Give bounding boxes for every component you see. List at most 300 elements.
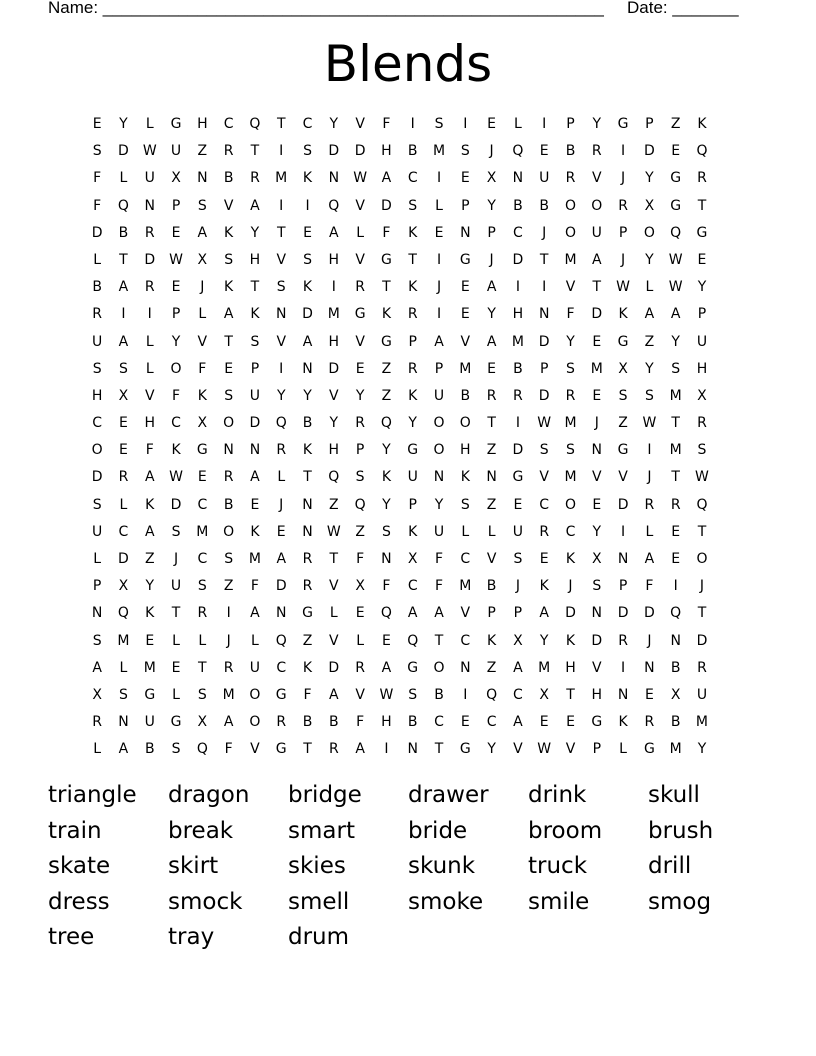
grid-letter: N [302,360,313,377]
grid-letter: M [459,578,472,595]
grid-letter: A [407,605,418,622]
grid-letter: B [302,415,313,432]
grid-letter: Q [275,632,287,649]
grid-letter: J [226,632,231,649]
grid-letter: T [697,197,707,214]
grid-letter: E [460,306,470,323]
word-bank-item: tray [168,924,215,951]
grid-letter: F [382,578,391,595]
grid-letter: K [224,279,234,296]
grid-letter: V [355,116,365,132]
grid-letter: B [486,578,497,595]
grid-letter: A [644,306,655,323]
grid-letter: S [460,496,470,513]
grid-letter: H [512,306,524,323]
grid-letter: Q [407,632,419,649]
grid-letter: N [302,496,313,513]
grid-letter: T [697,605,707,622]
word-bank-item: dress [48,888,110,915]
grid-letter: S [92,360,102,377]
grid-letter: H [591,686,603,703]
grid-letter: D [118,551,129,567]
grid-letter: P [645,116,654,132]
grid-letter: I [621,523,626,540]
grid-letter: F [93,197,102,214]
word-bank-item: smog [648,888,712,915]
grid-letter: C [434,714,444,731]
grid-letter: L [145,116,154,132]
word-bank-item: broom [528,817,603,844]
grid-letter: I [121,306,126,323]
grid-letter: Q [117,197,129,214]
grid-letter: R [276,442,287,459]
word-bank-item: drink [528,782,587,808]
grid-letter: N [275,605,287,622]
grid-letter: E [381,632,391,649]
grid-letter: G [459,741,471,758]
grid-letter: Y [250,224,260,241]
grid-letter: K [197,387,207,404]
grid-letter: Z [486,442,497,459]
grid-letter: M [222,686,235,703]
grid-letter: A [118,741,129,758]
grid-letter: C [118,523,129,540]
grid-letter: Y [645,251,654,268]
grid-letter: R [92,714,103,731]
grid-letter: Z [223,578,234,595]
word-bank-item: smart [288,817,355,844]
grid-letter: I [436,251,442,268]
grid-letter: N [512,170,524,187]
grid-letter: D [144,251,156,268]
grid-letter: W [326,523,341,540]
grid-letter: S [513,551,523,567]
grid-letter: T [592,279,602,296]
grid-letter: X [197,714,208,731]
grid-letter: N [538,306,550,323]
word-bank-item: skirt [168,853,219,880]
grid-letter: I [436,170,442,187]
grid-letter: A [381,659,392,676]
grid-letter: T [566,686,575,703]
grid-letter: A [513,659,523,676]
grid-letter: D [538,387,550,404]
grid-letter: F [434,551,444,567]
grid-letter: A [250,469,260,486]
grid-letter: D [617,605,629,622]
grid-letter: U [591,224,602,241]
grid-letter: E [276,523,286,540]
grid-letter: L [356,632,365,649]
grid-letter: G [170,714,182,731]
grid-letter: W [668,251,683,268]
grid-letter: S [171,741,181,758]
grid-letter: S [224,387,234,404]
grid-letter: A [644,551,655,567]
grid-letter: U [92,523,103,540]
grid-letter: R [92,306,103,323]
letter-grid [84,114,715,767]
grid-letter: G [380,333,392,350]
grid-letter: G [170,116,182,132]
grid-letter: K [408,224,418,241]
grid-letter: H [460,442,471,459]
grid-letter: I [410,116,415,132]
grid-letter: K [618,306,628,323]
grid-letter: Q [696,496,708,513]
word-bank-item: truck [528,853,588,880]
grid-letter: Y [434,496,444,513]
grid-letter: G [512,469,524,486]
grid-letter: T [303,469,312,486]
grid-letter: S [671,360,681,377]
grid-letter: L [145,333,154,350]
grid-letter: N [118,714,129,731]
grid-letter: L [119,659,128,676]
grid-letter: K [302,170,313,187]
grid-letter: Y [487,197,496,214]
grid-letter: I [515,279,520,296]
grid-letter: A [486,279,497,296]
grid-letter: Z [144,551,155,567]
grid-letter: B [118,224,129,241]
grid-letter: J [647,632,652,649]
grid-letter: R [144,224,155,241]
grid-letter: V [329,578,339,595]
grid-letter: X [644,197,655,214]
grid-letter: S [644,387,654,404]
grid-letter: N [302,523,313,540]
grid-letter: V [460,605,471,622]
grid-letter: K [171,442,181,459]
grid-letter: L [145,360,154,377]
grid-letter: F [224,741,233,758]
grid-letter: D [275,578,287,595]
grid-letter: K [381,469,391,486]
grid-letter: D [512,251,524,268]
grid-letter: O [91,442,103,459]
grid-letter: A [329,686,339,703]
grid-letter: S [92,632,102,649]
word-bank-item: skull [648,782,700,808]
grid-letter: N [275,306,287,323]
grid-letter: K [565,632,576,649]
grid-letter: V [539,469,549,486]
grid-letter: C [197,496,208,513]
grid-letter: C [276,659,287,676]
grid-letter: A [355,741,365,758]
grid-letter: L [119,170,128,187]
grid-letter: R [407,360,418,377]
grid-letter: R [118,469,129,486]
grid-letter: A [144,469,155,486]
grid-letter: I [279,197,284,214]
grid-letter: G [407,442,419,459]
grid-letter: F [645,578,654,595]
grid-letter: P [408,496,417,513]
grid-letter: G [696,224,708,241]
grid-letter: U [249,659,261,676]
word-bank-item: drill [648,853,692,880]
grid-letter: X [197,251,208,268]
grid-letter: D [328,360,340,377]
grid-letter: Y [487,741,496,758]
grid-letter: M [669,442,682,459]
grid-letter: B [223,170,234,187]
grid-letter: K [565,551,576,567]
grid-letter: H [565,659,576,676]
grid-letter: O [249,686,261,703]
grid-letter: G [275,741,287,758]
grid-letter: Q [696,143,708,160]
grid-letter: D [591,306,603,323]
grid-letter: R [644,714,655,731]
word-bank-item: drawer [408,782,489,808]
grid-letter: B [92,279,102,296]
grid-letter: K [408,279,418,296]
grid-letter: O [223,415,235,432]
grid-letter: Z [355,523,365,540]
grid-letter: R [644,496,655,513]
grid-letter: K [697,116,707,132]
grid-letter: B [565,143,576,160]
grid-letter: U [170,143,182,160]
grid-letter: I [647,442,652,459]
grid-letter: Q [380,415,392,432]
grid-letter: S [408,197,418,214]
grid-letter: C [460,632,471,649]
grid-letter: Y [329,116,339,132]
grid-letter: T [171,605,181,622]
grid-letter: L [93,251,102,268]
grid-letter: U [144,714,155,731]
grid-letter: H [144,415,155,432]
grid-letter: E [145,632,155,649]
word-bank-item: bride [408,817,468,844]
grid-letter: R [670,496,681,513]
grid-letter: X [197,415,208,432]
grid-letter: W [353,170,368,187]
grid-letter: H [381,143,392,160]
grid-letter: C [513,224,523,241]
grid-letter: N [381,551,392,567]
grid-letter: E [592,333,602,350]
grid-letter: R [565,170,576,187]
grid-letter: R [250,170,260,187]
grid-letter: E [224,360,234,377]
grid-letter: Q [328,197,340,214]
grid-letter: Y [382,496,391,513]
grid-letter: A [381,170,392,187]
grid-letter: S [592,578,602,595]
grid-letter: M [564,251,577,268]
grid-letter: M [327,306,340,323]
grid-letter: S [460,143,470,160]
grid-letter: E [171,224,181,241]
grid-letter: K [408,387,418,404]
grid-letter: E [592,496,602,513]
grid-letter: J [699,578,705,595]
grid-letter: H [328,442,340,459]
grid-letter: M [590,360,603,377]
grid-letter: Y [592,116,602,132]
grid-letter: Z [486,496,497,513]
grid-letter: Y [487,306,496,323]
grid-letter: Y [329,415,339,432]
grid-letter: E [197,469,207,486]
grid-letter: N [328,170,340,187]
grid-letter: K [618,714,628,731]
grid-letter: T [408,251,417,268]
grid-letter: F [566,306,575,323]
grid-letter: Y [303,387,312,404]
grid-letter: S [197,686,207,703]
grid-letter: Y [355,387,365,404]
grid-letter: R [539,523,550,540]
grid-letter: L [93,741,102,758]
grid-letter: U [92,333,103,350]
grid-letter: V [144,387,155,404]
grid-letter: P [250,360,260,377]
grid-letter: G [275,686,287,703]
grid-letter: B [513,360,523,377]
grid-letter: G [617,116,629,132]
grid-letter: P [171,306,181,323]
grid-letter: R [591,143,602,160]
grid-letter: P [566,116,575,132]
grid-letter: P [618,224,628,241]
grid-letter: E [671,143,681,160]
grid-letter: D [696,632,708,649]
grid-letter: C [92,415,103,432]
grid-letter: Z [329,496,339,513]
grid-letter: M [143,659,156,676]
grid-letter: F [198,360,207,377]
grid-letter: N [617,686,629,703]
grid-letter: E [644,686,654,703]
grid-letter: R [302,578,313,595]
grid-letter: S [303,251,312,268]
grid-letter: A [276,551,287,567]
word-bank-item: skunk [408,853,476,880]
word-bank-item: smoke [408,888,484,915]
grid-letter: O [591,197,603,214]
word-bank-item: drum [288,924,350,951]
grid-letter: E [355,360,365,377]
grid-letter: E [119,442,128,459]
grid-letter: V [276,333,287,350]
grid-letter: W [142,143,157,160]
grid-letter: Y [645,170,654,187]
grid-letter: V [513,741,523,758]
grid-letter: X [486,170,497,187]
grid-letter: P [461,197,470,214]
grid-letter: H [696,360,708,377]
grid-letter: G [670,197,682,214]
grid-letter: G [144,686,156,703]
grid-letter: W [169,251,183,268]
grid-letter: E [697,251,707,268]
grid-letter: H [328,251,340,268]
grid-letter: I [542,279,547,296]
grid-letter: J [436,279,442,296]
grid-letter: O [223,523,235,540]
grid-letter: V [329,387,339,404]
grid-letter: R [697,415,707,432]
grid-letter: W [537,415,552,432]
grid-letter: E [250,496,260,513]
grid-letter: L [619,741,627,758]
grid-letter: S [171,523,181,540]
grid-letter: P [697,306,707,323]
grid-letter: K [381,306,391,323]
date-field: Date: _______ [627,0,739,17]
grid-letter: J [621,251,626,268]
grid-letter: E [434,224,444,241]
grid-letter: B [670,714,681,731]
grid-letter: L [645,523,654,540]
grid-letter: S [434,116,444,132]
grid-letter: O [696,551,708,567]
grid-letter: C [513,686,523,703]
grid-letter: U [433,523,445,540]
grid-letter: X [697,387,707,404]
grid-letter: I [515,415,520,432]
grid-letter: J [515,578,520,595]
grid-letter: I [279,143,284,160]
grid-letter: V [355,333,365,350]
grid-letter: V [565,279,576,296]
grid-letter: G [407,659,419,676]
grid-letter: E [119,415,128,432]
grid-letter: Y [171,333,181,350]
grid-letter: C [407,170,418,187]
grid-letter: A [223,306,234,323]
grid-letter: B [407,143,418,160]
grid-letter: S [276,279,286,296]
grid-letter: A [223,714,234,731]
grid-letter: Z [197,143,208,160]
grid-letter: I [463,116,468,132]
grid-letter: E [303,224,312,241]
grid-letter: F [172,387,181,404]
grid-letter: T [329,551,339,567]
grid-letter: L [461,523,470,540]
word-bank-item: dragon [168,782,250,808]
grid-letter: S [224,251,234,268]
name-field: Name: _____________________________________________________ [48,0,604,17]
grid-letter: W [642,415,657,432]
grid-letter: L [119,496,128,513]
grid-letter: S [539,442,549,459]
grid-letter: U [696,333,708,350]
grid-letter: Y [382,442,391,459]
grid-letter: Y [566,333,575,350]
grid-letter: N [223,442,234,459]
grid-letter: K [408,523,418,540]
grid-letter: M [669,387,682,404]
grid-letter: C [539,496,550,513]
grid-letter: J [647,469,652,486]
grid-letter: I [384,741,389,758]
grid-letter: L [172,632,180,649]
grid-letter: T [198,659,207,676]
grid-letter: F [250,578,259,595]
grid-letter: R [223,469,234,486]
grid-letter: R [355,415,365,432]
grid-letter: S [224,551,234,567]
grid-letter: T [671,469,680,486]
